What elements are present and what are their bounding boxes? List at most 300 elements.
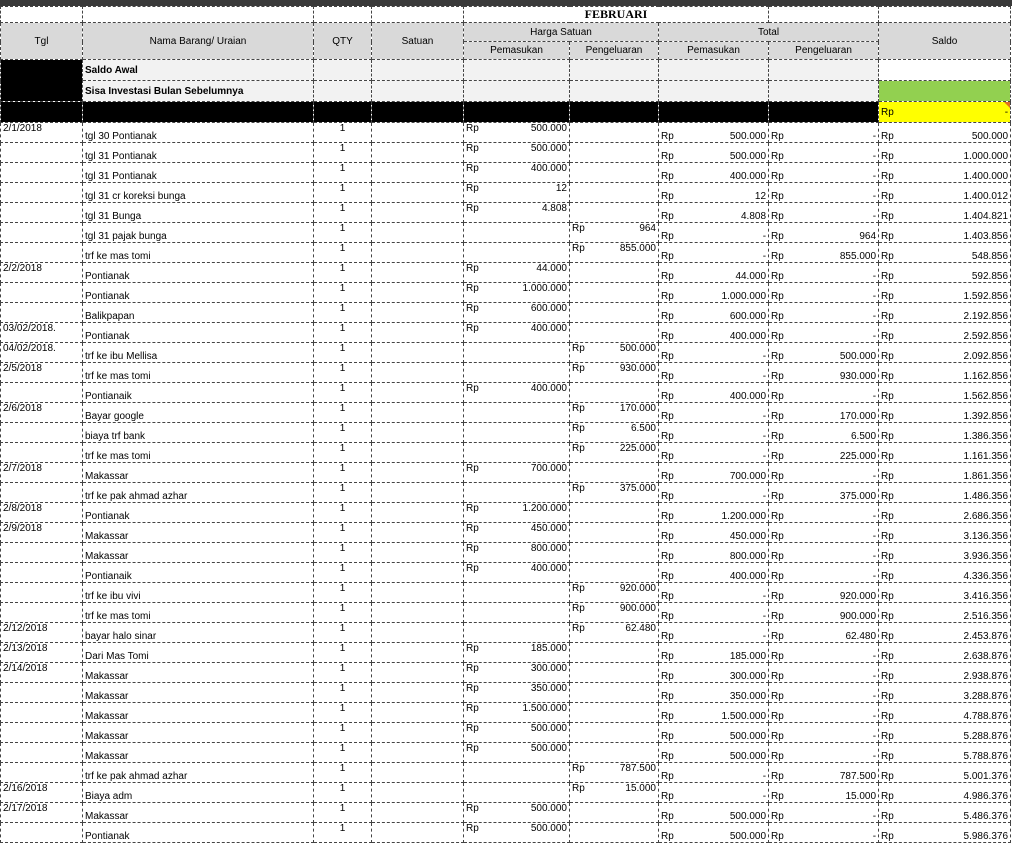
harga-pemasukan-cell[interactable]: [464, 703, 570, 723]
harga-pengeluaran-cell[interactable]: [570, 623, 659, 643]
qty-cell[interactable]: 1: [314, 783, 372, 803]
nama-cell[interactable]: Bayar google: [83, 403, 314, 423]
nama-cell[interactable]: tgl 31 pajak bunga: [83, 223, 314, 243]
harga-pengeluaran-cell[interactable]: [570, 723, 659, 743]
qty-cell[interactable]: 1: [314, 683, 372, 703]
qty-cell[interactable]: 1: [314, 423, 372, 443]
total-pemasukan-cell[interactable]: [659, 503, 769, 523]
saldo-cell[interactable]: [879, 803, 1011, 823]
harga-pengeluaran-cell[interactable]: [570, 423, 659, 443]
cell[interactable]: [83, 7, 314, 23]
harga-pengeluaran-cell[interactable]: [570, 523, 659, 543]
tgl-cell[interactable]: [1, 303, 83, 323]
header-harga-pengeluaran[interactable]: Pengeluaran: [570, 42, 659, 60]
qty-cell[interactable]: 1: [314, 183, 372, 203]
cell[interactable]: [659, 102, 769, 123]
total-pemasukan-cell[interactable]: [659, 483, 769, 503]
harga-pemasukan-cell[interactable]: [464, 683, 570, 703]
header-nama[interactable]: Nama Barang/ Uraian: [83, 23, 314, 60]
nama-cell[interactable]: trf ke mas tomi: [83, 243, 314, 263]
satuan-cell[interactable]: [372, 203, 464, 223]
qty-cell[interactable]: 1: [314, 803, 372, 823]
cell[interactable]: [769, 60, 879, 81]
total-pemasukan-cell[interactable]: [659, 443, 769, 463]
qty-cell[interactable]: 1: [314, 643, 372, 663]
header-satuan[interactable]: Satuan: [372, 23, 464, 60]
cell[interactable]: [1, 102, 83, 123]
harga-pemasukan-cell[interactable]: [464, 463, 570, 483]
cell[interactable]: [372, 60, 464, 81]
qty-cell[interactable]: 1: [314, 483, 372, 503]
harga-pengeluaran-cell[interactable]: [570, 223, 659, 243]
nama-cell[interactable]: Makassar: [83, 523, 314, 543]
tgl-cell[interactable]: 2/2/2018: [1, 263, 83, 283]
satuan-cell[interactable]: [372, 663, 464, 683]
total-pemasukan-cell[interactable]: [659, 243, 769, 263]
harga-pemasukan-cell[interactable]: [464, 563, 570, 583]
saldo-cell[interactable]: [879, 563, 1011, 583]
total-pemasukan-cell[interactable]: [659, 383, 769, 403]
satuan-cell[interactable]: [372, 723, 464, 743]
header-total-pengeluaran[interactable]: Pengeluaran: [769, 42, 879, 60]
saldo-cell[interactable]: [879, 323, 1011, 343]
qty-cell[interactable]: 1: [314, 543, 372, 563]
total-pemasukan-cell[interactable]: [659, 123, 769, 143]
satuan-cell[interactable]: [372, 803, 464, 823]
total-pengeluaran-cell[interactable]: [769, 243, 879, 263]
saldo-cell[interactable]: [879, 743, 1011, 763]
total-pengeluaran-cell[interactable]: [769, 323, 879, 343]
total-pengeluaran-cell[interactable]: [769, 503, 879, 523]
total-pemasukan-cell[interactable]: [659, 303, 769, 323]
nama-cell[interactable]: trf ke ibu vivi: [83, 583, 314, 603]
total-pemasukan-cell[interactable]: [659, 683, 769, 703]
satuan-cell[interactable]: [372, 823, 464, 843]
satuan-cell[interactable]: [372, 223, 464, 243]
nama-cell[interactable]: Makassar: [83, 463, 314, 483]
satuan-cell[interactable]: [372, 443, 464, 463]
satuan-cell[interactable]: [372, 323, 464, 343]
cell[interactable]: [372, 81, 464, 102]
satuan-cell[interactable]: [372, 363, 464, 383]
harga-pengeluaran-cell[interactable]: [570, 463, 659, 483]
nama-cell[interactable]: Pontianak: [83, 823, 314, 843]
saldo-cell[interactable]: [879, 583, 1011, 603]
satuan-cell[interactable]: [372, 183, 464, 203]
saldo-cell[interactable]: [879, 643, 1011, 663]
tgl-cell[interactable]: [1, 243, 83, 263]
cell[interactable]: [1, 60, 83, 102]
total-pengeluaran-cell[interactable]: [769, 803, 879, 823]
harga-pemasukan-cell[interactable]: [464, 483, 570, 503]
satuan-cell[interactable]: [372, 643, 464, 663]
harga-pengeluaran-cell[interactable]: [570, 163, 659, 183]
qty-cell[interactable]: 1: [314, 143, 372, 163]
harga-pengeluaran-cell[interactable]: [570, 303, 659, 323]
harga-pemasukan-cell[interactable]: [464, 723, 570, 743]
harga-pemasukan-cell[interactable]: [464, 603, 570, 623]
harga-pemasukan-cell[interactable]: [464, 183, 570, 203]
cell[interactable]: [83, 102, 314, 123]
harga-pengeluaran-cell[interactable]: [570, 443, 659, 463]
tgl-cell[interactable]: [1, 723, 83, 743]
cell[interactable]: [769, 81, 879, 102]
qty-cell[interactable]: 1: [314, 703, 372, 723]
harga-pemasukan-cell[interactable]: [464, 163, 570, 183]
total-pengeluaran-cell[interactable]: [769, 183, 879, 203]
satuan-cell[interactable]: [372, 343, 464, 363]
qty-cell[interactable]: 1: [314, 223, 372, 243]
total-pengeluaran-cell[interactable]: [769, 463, 879, 483]
saldo-awal-label[interactable]: Saldo Awal: [83, 60, 314, 81]
harga-pemasukan-cell[interactable]: [464, 403, 570, 423]
saldo-cell[interactable]: [879, 543, 1011, 563]
harga-pemasukan-cell[interactable]: [464, 303, 570, 323]
total-pemasukan-cell[interactable]: [659, 423, 769, 443]
saldo-cell[interactable]: [879, 763, 1011, 783]
cell[interactable]: [570, 102, 659, 123]
nama-cell[interactable]: tgl 31 cr koreksi bunga: [83, 183, 314, 203]
saldo-cell[interactable]: [879, 503, 1011, 523]
cell[interactable]: [659, 81, 769, 102]
harga-pemasukan-cell[interactable]: [464, 123, 570, 143]
cell[interactable]: [464, 102, 570, 123]
nama-cell[interactable]: biaya trf bank: [83, 423, 314, 443]
satuan-cell[interactable]: [372, 763, 464, 783]
saldo-cell[interactable]: [879, 243, 1011, 263]
satuan-cell[interactable]: [372, 583, 464, 603]
harga-pengeluaran-cell[interactable]: [570, 763, 659, 783]
harga-pemasukan-cell[interactable]: [464, 243, 570, 263]
saldo-cell[interactable]: [879, 203, 1011, 223]
nama-cell[interactable]: Makassar: [83, 703, 314, 723]
harga-pemasukan-cell[interactable]: [464, 503, 570, 523]
satuan-cell[interactable]: [372, 523, 464, 543]
total-pengeluaran-cell[interactable]: [769, 723, 879, 743]
satuan-cell[interactable]: [372, 403, 464, 423]
tgl-cell[interactable]: [1, 603, 83, 623]
qty-cell[interactable]: 1: [314, 343, 372, 363]
tgl-cell[interactable]: 03/02/2018.: [1, 323, 83, 343]
harga-pemasukan-cell[interactable]: [464, 223, 570, 243]
qty-cell[interactable]: 1: [314, 623, 372, 643]
saldo-cell[interactable]: [879, 783, 1011, 803]
harga-pengeluaran-cell[interactable]: [570, 203, 659, 223]
harga-pengeluaran-cell[interactable]: [570, 483, 659, 503]
satuan-cell[interactable]: [372, 263, 464, 283]
harga-pemasukan-cell[interactable]: [464, 763, 570, 783]
saldo-cell[interactable]: [879, 623, 1011, 643]
saldo-cell[interactable]: [879, 723, 1011, 743]
total-pemasukan-cell[interactable]: [659, 823, 769, 843]
saldo-cell[interactable]: [879, 523, 1011, 543]
total-pengeluaran-cell[interactable]: [769, 143, 879, 163]
total-pemasukan-cell[interactable]: [659, 743, 769, 763]
satuan-cell[interactable]: [372, 383, 464, 403]
header-harga-pemasukan[interactable]: Pemasukan: [464, 42, 570, 60]
total-pengeluaran-cell[interactable]: [769, 703, 879, 723]
total-pemasukan-cell[interactable]: [659, 183, 769, 203]
cell[interactable]: [879, 7, 1011, 23]
harga-pengeluaran-cell[interactable]: [570, 143, 659, 163]
tgl-cell[interactable]: [1, 703, 83, 723]
nama-cell[interactable]: trf ke ibu Mellisa: [83, 343, 314, 363]
harga-pengeluaran-cell[interactable]: [570, 123, 659, 143]
sisa-investasi-label[interactable]: Sisa Investasi Bulan Sebelumnya: [83, 81, 314, 102]
total-pemasukan-cell[interactable]: [659, 203, 769, 223]
tgl-cell[interactable]: [1, 763, 83, 783]
satuan-cell[interactable]: [372, 563, 464, 583]
tgl-cell[interactable]: 2/17/2018: [1, 803, 83, 823]
nama-cell[interactable]: tgl 31 Pontianak: [83, 143, 314, 163]
total-pengeluaran-cell[interactable]: [769, 383, 879, 403]
cell[interactable]: [314, 7, 372, 23]
harga-pemasukan-cell[interactable]: [464, 203, 570, 223]
qty-cell[interactable]: 1: [314, 163, 372, 183]
tgl-cell[interactable]: [1, 383, 83, 403]
saldo-cell[interactable]: [879, 263, 1011, 283]
cell[interactable]: [769, 7, 879, 23]
harga-pemasukan-cell[interactable]: [464, 323, 570, 343]
tgl-cell[interactable]: 2/8/2018: [1, 503, 83, 523]
harga-pemasukan-cell[interactable]: [464, 283, 570, 303]
nama-cell[interactable]: trf ke pak ahmad azhar: [83, 483, 314, 503]
nama-cell[interactable]: bayar halo sinar: [83, 623, 314, 643]
harga-pengeluaran-cell[interactable]: [570, 283, 659, 303]
total-pemasukan-cell[interactable]: [659, 623, 769, 643]
qty-cell[interactable]: 1: [314, 203, 372, 223]
saldo-cell[interactable]: [879, 603, 1011, 623]
saldo-cell[interactable]: [879, 383, 1011, 403]
qty-cell[interactable]: 1: [314, 763, 372, 783]
total-pengeluaran-cell[interactable]: [769, 823, 879, 843]
harga-pemasukan-cell[interactable]: [464, 543, 570, 563]
saldo-cell[interactable]: [879, 483, 1011, 503]
harga-pemasukan-cell[interactable]: [464, 263, 570, 283]
qty-cell[interactable]: 1: [314, 523, 372, 543]
satuan-cell[interactable]: [372, 543, 464, 563]
tgl-cell[interactable]: [1, 743, 83, 763]
total-pemasukan-cell[interactable]: [659, 643, 769, 663]
total-pemasukan-cell[interactable]: [659, 223, 769, 243]
total-pemasukan-cell[interactable]: [659, 163, 769, 183]
harga-pengeluaran-cell[interactable]: [570, 343, 659, 363]
harga-pengeluaran-cell[interactable]: [570, 323, 659, 343]
saldo-cell[interactable]: [879, 823, 1011, 843]
satuan-cell[interactable]: [372, 163, 464, 183]
header-total[interactable]: Total: [659, 23, 879, 42]
nama-cell[interactable]: Pontianak: [83, 283, 314, 303]
harga-pemasukan-cell[interactable]: [464, 743, 570, 763]
saldo-cell[interactable]: [879, 303, 1011, 323]
qty-cell[interactable]: 1: [314, 123, 372, 143]
total-pengeluaran-cell[interactable]: [769, 263, 879, 283]
qty-cell[interactable]: 1: [314, 383, 372, 403]
saldo-cell[interactable]: [879, 443, 1011, 463]
total-pengeluaran-cell[interactable]: [769, 663, 879, 683]
saldo-cell[interactable]: [879, 403, 1011, 423]
tgl-cell[interactable]: 2/16/2018: [1, 783, 83, 803]
nama-cell[interactable]: Pontianak: [83, 263, 314, 283]
total-pemasukan-cell[interactable]: [659, 323, 769, 343]
tgl-cell[interactable]: [1, 283, 83, 303]
nama-cell[interactable]: trf ke mas tomi: [83, 603, 314, 623]
cell[interactable]: [570, 60, 659, 81]
harga-pengeluaran-cell[interactable]: [570, 743, 659, 763]
harga-pemasukan-cell[interactable]: [464, 823, 570, 843]
header-harga-satuan[interactable]: Harga Satuan: [464, 23, 659, 42]
total-pemasukan-cell[interactable]: [659, 143, 769, 163]
total-pemasukan-cell[interactable]: [659, 563, 769, 583]
harga-pengeluaran-cell[interactable]: [570, 783, 659, 803]
tgl-cell[interactable]: 2/6/2018: [1, 403, 83, 423]
header-tgl[interactable]: Tgl: [1, 23, 83, 60]
tgl-cell[interactable]: [1, 143, 83, 163]
harga-pemasukan-cell[interactable]: [464, 383, 570, 403]
total-pengeluaran-cell[interactable]: [769, 483, 879, 503]
qty-cell[interactable]: 1: [314, 563, 372, 583]
nama-cell[interactable]: Pontianak: [83, 323, 314, 343]
total-pengeluaran-cell[interactable]: [769, 743, 879, 763]
saldo-cell[interactable]: [879, 363, 1011, 383]
nama-cell[interactable]: tgl 30 Pontianak: [83, 123, 314, 143]
qty-cell[interactable]: 1: [314, 363, 372, 383]
satuan-cell[interactable]: [372, 483, 464, 503]
tgl-cell[interactable]: 2/5/2018: [1, 363, 83, 383]
total-pemasukan-cell[interactable]: [659, 603, 769, 623]
tgl-cell[interactable]: [1, 483, 83, 503]
satuan-cell[interactable]: [372, 143, 464, 163]
tgl-cell[interactable]: [1, 823, 83, 843]
nama-cell[interactable]: Makassar: [83, 743, 314, 763]
satuan-cell[interactable]: [372, 123, 464, 143]
harga-pengeluaran-cell[interactable]: [570, 643, 659, 663]
month-title[interactable]: FEBRUARI: [464, 7, 769, 23]
tgl-cell[interactable]: 2/1/2018: [1, 123, 83, 143]
qty-cell[interactable]: 1: [314, 663, 372, 683]
total-pemasukan-cell[interactable]: [659, 363, 769, 383]
saldo-cell[interactable]: [879, 703, 1011, 723]
qty-cell[interactable]: 1: [314, 743, 372, 763]
total-pemasukan-cell[interactable]: [659, 463, 769, 483]
harga-pengeluaran-cell[interactable]: [570, 503, 659, 523]
total-pengeluaran-cell[interactable]: [769, 523, 879, 543]
cell[interactable]: [314, 102, 372, 123]
harga-pengeluaran-cell[interactable]: [570, 383, 659, 403]
satuan-cell[interactable]: [372, 703, 464, 723]
total-pengeluaran-cell[interactable]: [769, 423, 879, 443]
tgl-cell[interactable]: [1, 443, 83, 463]
satuan-cell[interactable]: [372, 463, 464, 483]
cell[interactable]: [769, 102, 879, 123]
harga-pengeluaran-cell[interactable]: [570, 583, 659, 603]
nama-cell[interactable]: Makassar: [83, 723, 314, 743]
tgl-cell[interactable]: 2/12/2018: [1, 623, 83, 643]
total-pengeluaran-cell[interactable]: [769, 303, 879, 323]
nama-cell[interactable]: Pontianak: [83, 503, 314, 523]
tgl-cell[interactable]: [1, 543, 83, 563]
harga-pemasukan-cell[interactable]: [464, 343, 570, 363]
cell[interactable]: [879, 60, 1011, 81]
nama-cell[interactable]: trf ke pak ahmad azhar: [83, 763, 314, 783]
total-pengeluaran-cell[interactable]: [769, 543, 879, 563]
total-pemasukan-cell[interactable]: [659, 343, 769, 363]
total-pengeluaran-cell[interactable]: [769, 163, 879, 183]
header-total-pemasukan[interactable]: Pemasukan: [659, 42, 769, 60]
cell[interactable]: [372, 7, 464, 23]
saldo-cell[interactable]: [879, 283, 1011, 303]
total-pemasukan-cell[interactable]: [659, 403, 769, 423]
nama-cell[interactable]: Makassar: [83, 803, 314, 823]
cell[interactable]: [464, 60, 570, 81]
satuan-cell[interactable]: [372, 423, 464, 443]
saldo-cell[interactable]: [879, 423, 1011, 443]
qty-cell[interactable]: 1: [314, 283, 372, 303]
harga-pengeluaran-cell[interactable]: [570, 703, 659, 723]
total-pengeluaran-cell[interactable]: [769, 223, 879, 243]
harga-pengeluaran-cell[interactable]: [570, 183, 659, 203]
satuan-cell[interactable]: [372, 603, 464, 623]
total-pengeluaran-cell[interactable]: [769, 363, 879, 383]
total-pengeluaran-cell[interactable]: [769, 443, 879, 463]
qty-cell[interactable]: 1: [314, 723, 372, 743]
satuan-cell[interactable]: [372, 243, 464, 263]
qty-cell[interactable]: 1: [314, 603, 372, 623]
total-pengeluaran-cell[interactable]: [769, 763, 879, 783]
total-pengeluaran-cell[interactable]: [769, 583, 879, 603]
tgl-cell[interactable]: 2/7/2018: [1, 463, 83, 483]
qty-cell[interactable]: 1: [314, 243, 372, 263]
total-pemasukan-cell[interactable]: [659, 523, 769, 543]
harga-pengeluaran-cell[interactable]: [570, 803, 659, 823]
harga-pemasukan-cell[interactable]: [464, 523, 570, 543]
cell[interactable]: [372, 102, 464, 123]
harga-pemasukan-cell[interactable]: [464, 363, 570, 383]
satuan-cell[interactable]: [372, 683, 464, 703]
cell[interactable]: [570, 81, 659, 102]
nama-cell[interactable]: tgl 31 Pontianak: [83, 163, 314, 183]
tgl-cell[interactable]: [1, 183, 83, 203]
total-pemasukan-cell[interactable]: [659, 783, 769, 803]
nama-cell[interactable]: Makassar: [83, 683, 314, 703]
tgl-cell[interactable]: [1, 423, 83, 443]
harga-pengeluaran-cell[interactable]: [570, 683, 659, 703]
total-pemasukan-cell[interactable]: [659, 263, 769, 283]
nama-cell[interactable]: Balikpapan: [83, 303, 314, 323]
saldo-cell[interactable]: [879, 683, 1011, 703]
harga-pengeluaran-cell[interactable]: [570, 563, 659, 583]
total-pemasukan-cell[interactable]: [659, 543, 769, 563]
total-pengeluaran-cell[interactable]: [769, 783, 879, 803]
harga-pemasukan-cell[interactable]: [464, 643, 570, 663]
qty-cell[interactable]: 1: [314, 503, 372, 523]
total-pemasukan-cell[interactable]: [659, 663, 769, 683]
harga-pengeluaran-cell[interactable]: [570, 823, 659, 843]
header-saldo[interactable]: Saldo: [879, 23, 1011, 60]
harga-pemasukan-cell[interactable]: [464, 583, 570, 603]
harga-pengeluaran-cell[interactable]: [570, 243, 659, 263]
saldo-green-cell[interactable]: [879, 81, 1011, 102]
nama-cell[interactable]: trf ke mas tomi: [83, 363, 314, 383]
tgl-cell[interactable]: [1, 583, 83, 603]
nama-cell[interactable]: Pontianaik: [83, 383, 314, 403]
total-pengeluaran-cell[interactable]: [769, 683, 879, 703]
saldo-cell[interactable]: [879, 663, 1011, 683]
satuan-cell[interactable]: [372, 303, 464, 323]
saldo-cell[interactable]: [879, 143, 1011, 163]
saldo-cell[interactable]: [879, 463, 1011, 483]
total-pemasukan-cell[interactable]: [659, 803, 769, 823]
